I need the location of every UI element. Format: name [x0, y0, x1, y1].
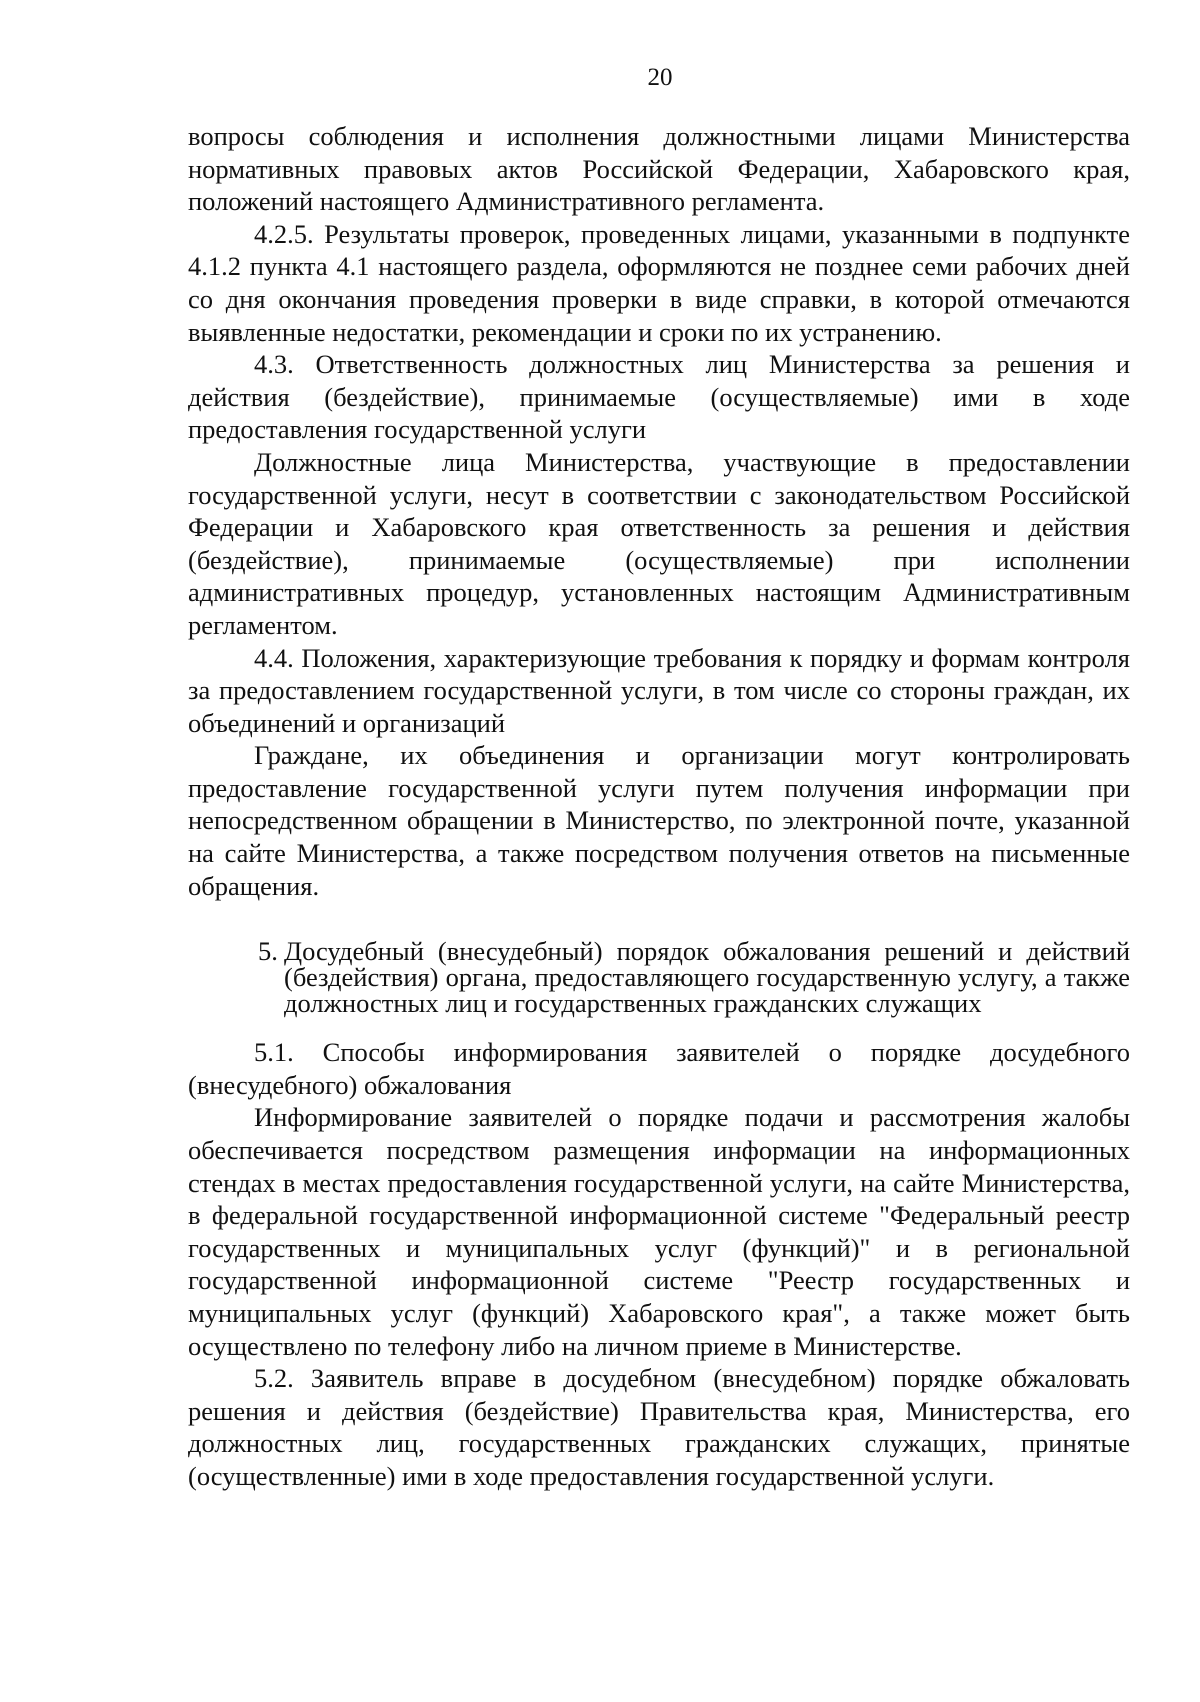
paragraph-4-4-heading: 4.4. Положения, характеризующие требования к порядку и формам контроля за предоставлением государственной услуги, в том числе со стороны граждан, их объединений и организаций	[188, 642, 1130, 738]
document-body	[188, 120, 1130, 1493]
section-5-heading	[188, 936, 1130, 1019]
paragraph-4-2-5: 4.2.5. Результаты проверок, проведенных лицами, указанными в подпункте 4.1.2 пункта 4.1 настоящего раздела, оформляются не позднее семи рабочих дней со дня окончания проведения проверки в виде справки, в которой отмечаются выявленные недостатки, рекомендации и сроки по их устранению.	[188, 218, 1130, 347]
paragraph-4-3-body: Должностные лица Министерства, участвующие в предоставлении государственной услуги, несут в соответствии с законодательством Российской Федерации и Хабаровского края ответственность за решения и действия (бездействие), принимаемые (осуществляемые) при исполнении административных процедур, установленных настоящим Административным регламентом.	[188, 446, 1130, 640]
paragraph-4-3-heading: 4.3. Ответственность должностных лиц Министерства за решения и действия (бездействие), принимаемые (осуществляемые) ими в ходе предоставления государственной услуги	[188, 349, 1130, 445]
paragraph-4-4-body: Граждане, их объединения и организации могут контролировать предоставление государственной услуги путем получения информации при непосредственном обращении в Министерство, по электронной почте, указанной на сайте Министерства, а также посредством получения ответов на письменные обращения.	[188, 740, 1130, 901]
section-5-title: Досудебный (внесудебный) порядок обжалования решений и действий (бездействия) органа, предоставляющего государственную услугу, а также должностных лиц и государственных гражданских служащих	[284, 936, 1130, 1019]
paragraph-5-1-body: Информирование заявителей о порядке подачи и рассмотрения жалобы обеспечивается посредством размещения информации на информационных стендах в местах предоставления государственной услуги, на сайте Министерства, в федеральной государственной информационной системе "Федеральный реестр государственных и муниципальных услуг (функций)" и в региональной государственной информационной системе "Реестр государственных и муниципальных услуг (функций) Хабаровского края", а также может быть осуществлено по телефону либо на личном приеме в Министерстве.	[188, 1102, 1130, 1361]
section-5-number: 5.	[258, 936, 278, 967]
paragraph-5-2: 5.2. Заявитель вправе в досудебном (внесудебном) порядке обжаловать решения и действия (бездействие) Правительства края, Министерства, его должностных лиц, государственных гражданских служащих, принятые (осуществленные) ими в ходе предоставления государственной услуги.	[188, 1363, 1130, 1491]
paragraph-5-1-heading: 5.1. Способы информирования заявителей о порядке досудебного (внесудебного) обжалования	[188, 1037, 1130, 1100]
paragraph-continuation: вопросы соблюдения и исполнения должностными лицами Министерства нормативных правовых актов Российской Федерации, Хабаровского края, положений настоящего Административного регламента.	[188, 121, 1130, 217]
page-number: 20	[647, 64, 673, 91]
